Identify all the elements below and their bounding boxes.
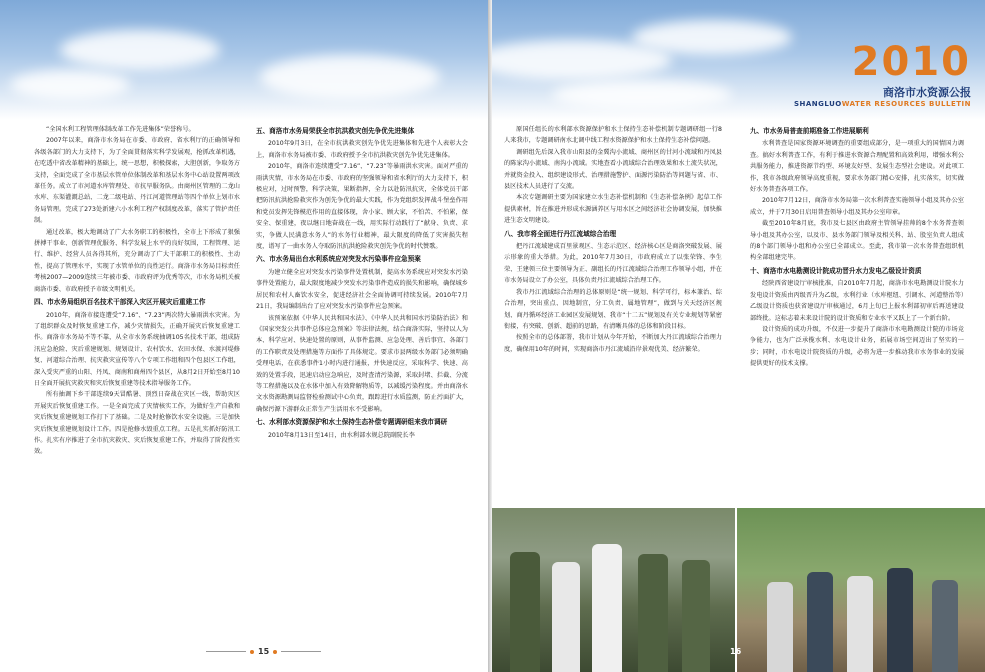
section-heading: 六、市水务局出台水利系统应对突发水污染事件应急预案 (256, 255, 421, 264)
paragraph: 按照全市的总体部署，我市计划从今年开始，不断加大丹江流域综合治理力度，确保用10年的时间，实现商洛市丹江流域沿岸景观优美、经济繁荣。 (504, 334, 722, 353)
site-visit-photo (737, 508, 985, 672)
right-column-1 (504, 124, 722, 355)
left-page-number: 15 (206, 647, 321, 656)
sky-header (0, 0, 488, 120)
paragraph: 水利普查是国家资源环境调查的重要组成部分，是一项重大的国情国力调查。搞好水利普查工作，有利于推进水资源合理配置和高效利用，增强水利公共服务能力，推进资源节约型、环境友好型、发展生态型社会建设。对此项工作，我市各级政府领导高度重视，要求水务部门精心安排，扎实落实，切实做好水务普查各项工作。 (750, 140, 964, 194)
paragraph: 经陕西省建设厅审核批准，自2010年7月起，商洛市水电勘测设计院水力发电设计资质由丙级晋升为乙级，水利行业（水库枢纽、引调水、河道整治等）乙级设计资质也获省建设厅审核通过，6月上旬已上报水利部初审后再送建设部终批。这标志着未来设计院的设计资质和专业水平又跃上了一个新台阶。 (750, 280, 964, 322)
right-column-2 (750, 124, 964, 370)
section-heading: 十、商洛市水电勘测设计院成功晋升水力发电乙级设计资质 (750, 266, 922, 275)
paragraph: 通过改革，极大地调动了广大水务职工的积极性，全市上下形成了狠强拼搏干事业、创新管理优服务、科学发展上水平的良好氛围，工程管理、运行、维护、经营人员各得其所，充分调动了广大干部职工的积极性、主动性，提高了管理水平，实现了水管单位的良性运行。商洛市水务局目标责任考核2007—2009连续三年被市委、市政府评为优秀等次，市水务局机关被商洛市委、市政府授予市级文明机关。 (34, 228, 240, 293)
flood-inspection-photo (492, 508, 735, 672)
paragraph: 2010年，商洛市接连遭受“7.16”、“7.23”两次特大暴雨洪水灾害。为了组织群众及时恢复重建工作，减少灾情损失，正确开展灾后恢复重建工作。商洛市水务局不等不靠，从全市水务系统抽调105名技术干部，组成防汛应急抢险、灾后重建规划、规划设计、农村饮水、农田水保、水渡河堤修复、河道综合治理、抗灾救灾宣传等八个专项工作组和四个包县区工作组，深入受灾严重的山阳、丹凤、商南和商州四个县区，从8月2日开始至8月10日全面开展抗灾救灾和灾后恢复重建等技术指导服务工作。 (34, 311, 240, 387)
paragraph: 把丹江流域建成百里景观区、生态示范区、经济核心区是商洛突破发展、展示形象的重大举措。为此，2010年7月30日，市政府成立了以张荣锋、李生荣、王建领三位主要领导为正、副组长的丹江流域综合治理工作领导小组，并在市水务局设立了办公室，具体负责丹江流域综合治理工作。 (504, 243, 722, 285)
paragraph: 2010年7月12日，商洛市水务局第一次水利普查实施领导小组及其办公室成立，并于7月30日启用普查领导小组及其办公室印章。 (750, 197, 964, 216)
section-heading: 九、市水务局普查前期准备工作进展顺利 (750, 127, 869, 135)
paragraph: “全国水利工程管理体制改革工作先进集体”荣誉称号。 (46, 126, 195, 133)
paragraph: 2010年，商洛市连续遭受“7.16”、“7.23”等暴雨洪水灾害。面对严重的雨洪灾情，市水务局在市委、市政府的坚强领导和省水利厅的大力支持下，积极应对，过时预警，科学决策，果断指挥，全力以赴防汛抗灾，全体党员干部把防汛抗洪抢险救灾作为创先争优的最大实践，作为党组织发挥战斗堡垒作用和党员发挥先锋模范作用的直接体现，舍小家、顾大家，不怕苦、不怕累，保安全、保重建，夜以继日地奋战在一线，用实际行动践行了“献身、负责、求实，争做人民满意水务人”的水务行业精神，最大限度的降低了灾害损失程度，谱写了一曲水务人夺取防汛抗洪抢险救灾创先争优的时代赞歌。 (256, 163, 468, 251)
left-page (0, 0, 488, 672)
logo-year: 2010 (851, 39, 971, 85)
paragraph: 本次专题调研主要为国家建立水生态补偿机制和《生态补偿条例》起草工作提供素材，旨在推进并形成水源涵养区与用水区之间经济社会协调发展，加快推进生态文明建设。 (504, 194, 722, 225)
section-heading: 四、市水务局组织百名技术干部深入灾区开展灾后重建工作 (34, 298, 206, 307)
paragraph: 我市丹江流域综合治理的总体原则是“统一规划、科学可行，标本兼治、综合治理，突出重点、因地制宜，分工负责、属地管理”，做到与关天经济区规划、商丹循环经济工业园区发展规划、我市“十二五”规划及有关专业规划等紧密衔接，有突破、创新、超前的思路，有清晰具体的总体和阶段目标。 (504, 288, 722, 330)
left-column-2 (256, 124, 468, 441)
section-heading: 五、商洛市水务局荣获全市抗洪救灾创先争优先进集体 (256, 127, 415, 135)
paragraph: 原国任组长的水利部水资源保护和水土保持生态补偿机制专题调研组一行8人来我市，专题调研南水北调中线工程水资源保护和水土保持生态补偿问题。 (504, 126, 722, 145)
paragraph: 为建立健全应对突发水污染事件处置机制，提高水务系统应对突发水污染事件处置能力，最大限度地减少突发水污染事件造成的损失和影响，确保城乡居民和农村人畜饮水安全，促进经济社会全面协调可持续发展。2010年7月21日，我局编制出台了应对突发水污染事件应急预案。 (256, 268, 468, 311)
section-heading: 八、我市将全面进行丹江流域综合治理 (504, 229, 617, 238)
paragraph: 2010年8月13日至14日，由水利部水规总院副院长李 (268, 431, 415, 439)
bulletin-logo (793, 39, 971, 108)
section-heading: 七、水利部水资源保护和水土保持生态补偿专题调研组来我市调研 (256, 418, 448, 427)
logo-subtitle: SHANGLUOWATER RESOURCES BULLETIN (793, 100, 971, 108)
logo-title: 商洛市水资源公报 (883, 86, 971, 99)
paragraph: 所有抽调下乡干部连续9天冒酷暑、顶烈日奋战在灾区一线，帮助灾区开展灾后恢复重建工作。一是全面完成了灾情核实工作，为做好生产自救和灾后恢复重建规划工作打下了基础。二是及时抢修饮水安全设施。三是加快灾后恢复重建规划设计工作。四是抢修水毁重点工程。五是扎实抓好防汛工作。扎实有序推进了全市抗灾救灾、灾后恢复重建工作，并取得了阶段性实效。 (34, 391, 240, 456)
right-page-number: 16 (730, 647, 742, 656)
paragraph: 截至2010年8月底，我市及七县区由政府主管领导挂帅的8个水务普查领导小组及其办公室，以及市、县水务部门领导及相关科、站、股室负责人组成的8个部门领导小组和办公室已全部成立。至此，我市第一次水务普查组织机构全部组建完毕。 (750, 220, 964, 262)
paragraph: 设计资质的成功升级，不仅进一步提升了商洛市水电勘测设计院的市场竞争能力，也为广泛承揽水利、水电设计业务，拓展市场空间迈出了坚实的一步；同时，市水电设计院资质的升级，必将为进一步推动我市水务事业的发展提供更好的技术支撑。 (750, 325, 964, 368)
left-column-1 (34, 124, 240, 458)
paragraph: 2007年以来，商洛市水务局在市委、市政府、省水利厅的正确领导和各级各部门的大力支持下，为了全面贯彻落实科学发展观，抢抓改革机遇，在吃透中省改革精神的基础上，统一思想，积极探索，大胆创新，争取务方支持，全面完成了全市基层水管单位体制改革和基层水务中心站设置两项改革任务。成立了市河道水库管理处、市抗旱服务队。由商州区管理的二龙山水库、东渠灌溉总站、二龙二级电站、丹江河道管理站等四个单位上划市水务局管理。完成了273处新建六小水利工程产权制度改革，落实了管护责任制。 (34, 137, 240, 225)
paragraph: 该预案依据《中华人民共和国水法》、《中华人民共和国水污染防治法》和《国家突发公共事件总体应急预案》等法律法规，结合商洛实际，坚持以人为本、科学应对、快速处置的原则，从事件监测、应急处理、善后事宜、各部门的工作职责及处理措施等方面作了具体规定。要求市县两级水务部门必须明确受理电话，在获悉事件1小时内进行通报，并快速反应，采取科学、快速、高效的处置手段，迅速启动应急响应，及时查清污染源，采取封堵、拦截、分流等工程措施以及在水体中加入有效降解物质等，以减缓污染程度。并由商洛水文水资源勘测局监督检验测试中心负责，跟踪进行水质监测，防止污面扩大，确保污源下游群众正常生产生活用水不受影响。 (256, 314, 468, 413)
right-page (492, 0, 985, 672)
paragraph: 调研组先后深入我市山阳县的金冀沟小流域、商州区的甘河小流域和丹凤县的陈家沟小流域、南沟小流域。实地查看小流域综合治理效果和水土流失状况，并就资金投入、组织建设形式、治理措施警护、面源污染防治等问题与省、市、县区技术人员进行了交流。 (504, 148, 722, 191)
paragraph: 2010年9月3日，在全市抗洪救灾创先争优先进集体和先进个人表彰大会上，商洛市水务局被市委、市政府授予全市抗洪救灾创先争优先进集体。 (256, 140, 468, 159)
